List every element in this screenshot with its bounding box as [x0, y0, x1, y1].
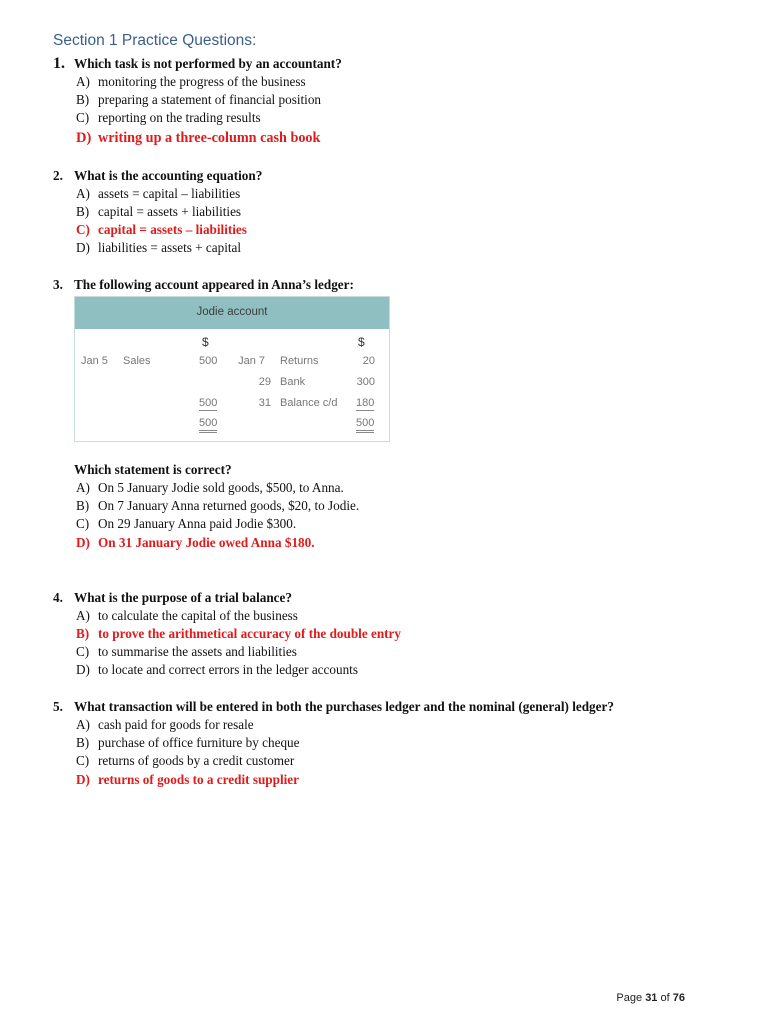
option-c: C) On 29 January Anna paid Jodie $300.	[76, 516, 297, 531]
credit-date-3: 31	[258, 397, 271, 409]
credit-amount-2: 300	[356, 376, 375, 388]
question-number: 3.	[53, 277, 63, 292]
credit-detail-3: Balance c/d	[280, 397, 338, 409]
page-footer	[616, 992, 685, 1004]
option-c-correct: C) capital = assets – liabilities	[76, 222, 247, 237]
option-b: B) purchase of office furniture by cheque	[76, 735, 300, 750]
option-d-correct: D) writing up a three-column cash book	[76, 130, 321, 146]
debit-subtotal: 500	[199, 397, 218, 409]
option-c: C) reporting on the trading results	[76, 110, 261, 125]
option-b: B) preparing a statement of financial position	[76, 92, 322, 107]
option-a: A) On 5 January Jodie sold goods, $500, to Anna.	[76, 480, 344, 495]
credit-currency: $	[358, 335, 365, 349]
page-label: Page	[616, 992, 643, 1004]
question-stem: The following account appeared in Anna’s ledger:	[74, 277, 354, 292]
credit-date-1: Jan 7	[238, 355, 265, 367]
debit-date: Jan 5	[81, 355, 108, 367]
option-a: A) cash paid for goods for resale	[76, 717, 254, 732]
debit-detail: Sales	[123, 355, 151, 367]
question-stem: What is the purpose of a trial balance?	[74, 590, 292, 605]
option-b-correct: B) to prove the arithmetical accuracy of the double entry	[76, 626, 402, 641]
option-d: D) liabilities = assets + capital	[76, 240, 242, 255]
credit-amount-1: 20	[362, 355, 375, 367]
question-stem: What is the accounting equation?	[74, 168, 263, 183]
option-b: B) capital = assets + liabilities	[76, 204, 242, 219]
option-a: A) to calculate the capital of the business	[76, 608, 298, 623]
page-total: 76	[672, 992, 685, 1004]
question-4	[53, 589, 401, 679]
option-a: A) assets = capital – liabilities	[76, 186, 241, 201]
debit-currency: $	[202, 335, 209, 349]
question-3	[53, 276, 354, 294]
ledger-account-table	[74, 296, 390, 442]
option-c: C) returns of goods by a credit customer	[76, 753, 295, 768]
question-1	[53, 55, 342, 147]
option-d-correct: D) On 31 January Jodie owed Anna $180.	[76, 535, 315, 550]
option-d: D) to locate and correct errors in the ledger accounts	[76, 662, 358, 677]
option-d-correct: D) returns of goods to a credit supplier	[76, 772, 299, 787]
credit-detail-1: Returns	[280, 355, 319, 367]
page-number: 31	[645, 992, 658, 1004]
debit-amount: 500	[199, 355, 218, 367]
question-5	[53, 698, 614, 789]
option-c: C) to summarise the assets and liabilities	[76, 644, 297, 659]
credit-date-2: 29	[258, 376, 271, 388]
section-heading: Section 1 Practice Questions:	[53, 32, 257, 49]
credit-detail-2: Bank	[280, 376, 306, 388]
question-number: 1.	[53, 55, 65, 72]
question-stem: Which task is not performed by an accountant?	[74, 56, 342, 71]
debit-total: 500	[199, 417, 217, 433]
option-b: B) On 7 January Anna returned goods, $20, to Jodie.	[76, 498, 360, 513]
question-stem: What transaction will be entered in both the purchases ledger and the nominal (general) ledger?	[74, 699, 614, 714]
question-followup: Which statement is correct?	[74, 462, 232, 477]
credit-total: 500	[356, 417, 374, 433]
option-a: A) monitoring the progress of the business	[76, 74, 306, 89]
question-2	[53, 167, 262, 257]
ledger-title: Jodie account	[196, 306, 268, 318]
question-number: 4.	[53, 590, 63, 605]
credit-amount-3: 180	[356, 397, 375, 409]
question-number: 2.	[53, 168, 63, 183]
question-number: 5.	[53, 699, 63, 714]
question-3-followup	[53, 461, 359, 552]
page-of: of	[660, 992, 670, 1004]
